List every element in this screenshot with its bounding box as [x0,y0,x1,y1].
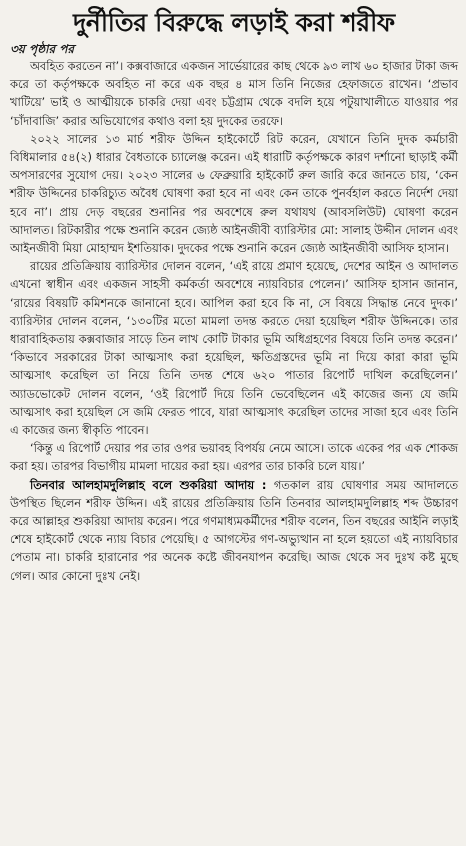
paragraph-5 [10,476,458,585]
headline: দুর্নীতির বিরুদ্ধে লড়াই করা শরীফ [73,8,395,37]
paragraph-3: রায়ের প্রতিক্রিয়ায় ব্যারিস্টার দোলন বলেন, ‘এই রায়ে প্রমাণ হয়েছে, দেশের আইন ও আদালত এখনো স্বাধীন এবং একজন সাহসী কর্মকর্তা অবশেষে ন্যায়বিচার পেলেন।’ আসিফ হাসান জানান, ‘রায়ের বিষয়টি কমিশনকে জানানো হবে। আপিল করা হবে কি না, সে বিষয়ে সিদ্ধান্ত নেবে দুদক।’ ব্যারিস্টার দোলন বলেন, ‘১৩০টির মতো মামলা তদন্ত করতে দেয়া হয়েছিল শরীফ উদ্দিনকে। তার ধারাবাহিকতায় কক্সবাজার সাড়ে তিন লাখ কোটি টাকার ভূমি অধিগ্রহণের বিষয়ে তিনি তদন্ত করেন।’ ‘কিভাবে সরকারের টাকা আত্মসাৎ করা হয়েছিল, ক্ষতিগ্রস্তদের ভূমি না দিয়ে কারা কারা ভূমি আত্মসাৎ করেছিল তা নিয়ে তিনি তদন্ত শেষে ৬২০ পাতার রিপোর্ট দাখিল করেছিলেন।’ অ্যাডভোকেট দোলন বলেন, ‘ওই রিপোর্ট দিয়ে তিনি ভেবেছিলেন এই কাজের জন্য যে জমি আত্মসাৎ করা হয়েছিল সে জমি ফেরত পাবে, যারা আত্মসাৎ করেছিল তাদের সাজা হবে এবং তিনি এ কাজের জন্য স্বীকৃতি পাবেন। [10,259,458,438]
continuation-label: ৩য় পৃষ্ঠার পর [10,42,75,56]
article-body [10,57,458,585]
paragraph-4: ‘কিন্তু এ রিপোর্ট দেয়ার পর তার ওপর ভয়াবহ বিপর্যয় নেমে আসে। তাকে একের পর এক শোকজ করা হয়। তারপর বিভাগীয় মামলা দায়ের করা হয়। এরপর তার চাকরি চলে যায়।’ [10,441,458,474]
section-subhead: তিনবার আলহামদুলিল্লাহ বলে শুকরিয়া আদায় : [30,477,267,492]
paragraph-1: অবহিত করতেন না’। কক্সবাজারে একজন সার্ভেয়ারের কাছ থেকে ৯৩ লাখ ৬০ হাজার টাকা জব্দ করে তা কর্তৃপক্ষকে অবহিত না করে এক বছর ৪ মাস তিনি নিজের হেফাজতে রাখেন। ‘প্রভাব খাটিয়ে’ ভাই ও আত্মীয়কে চাকরি দেয়া এবং চট্টগ্রাম থেকে বদলি হয়ে পটুয়াখালীতে যাওয়ার পর ‘চাঁদাবাজি’ করার অভিযোগের কথাও বলা হয় দুদকের তরফে। [10,59,458,128]
paragraph-2: ২০২২ সালের ১৩ মার্চ শরীফ উদ্দিন হাইকোর্টে রিট করেন, যেখানে তিনি দুদক কর্মচারী বিধিমালার ৫৪(২) ধারার বৈধতাকে চ্যালেঞ্জ করেন। এই ধারাটি কর্তৃপক্ষকে কারণ দর্শানো ছাড়াই কর্মী অপসারণের সুযোগ দেয়। ২০২৩ সালের ৬ ফেব্রুয়ারি হাইকোর্ট রুল জারি করে জানতে চায়, ‘কেন শরীফ উদ্দিনের চাকরিচ্যুত অবৈধ ঘোষণা করা হবে না এবং কেন তাকে পুনর্বহাল করতে নির্দেশ দেয়া হবে না’। প্রায় দেড় বছরের শুনানির পর অবশেষে রুল যথাযথ (আবসলিউট) ঘোষণা করেন আদালত। রিটকারীর পক্ষে শুনানি করেন জ্যেষ্ঠ আইনজীবী ব্যারিস্টার মো: সালাহ উদ্দীন দোলন এবং আইনজীবী মিয়া মোহাম্মদ ইশতিয়াক। দুদকের পক্ষে শুনানি করেন জ্যেষ্ঠ আইনজীবী আসিফ হাসান। [10,131,458,256]
closing-text: গতকাল রায় ঘোষণার সময় আদালতে উপস্থিত ছিলেন শরীফ উদ্দিন। এই রায়ের প্রতিক্রিয়ায় তিনি তিনবার আলহামদুলিল্লাহ শব্দ উচ্চারণ করে আল্লাহর শুকরিয়া আদায় করেন। পরে গণমাধ্যমকর্মীদের শরীফ বলেন, তিন বছরের আইনি লড়াই শেষে হাইকোর্ট থেকে ন্যায় বিচার পেয়েছি। ৫ আগস্টের গণ-অভ্যুত্থান না হলে হয়তো এই ন্যায়বিচার পেতাম না। চাকরি হারানোর পর অনেক কষ্টে জীবনযাপন করেছি। আজ থেকে সব দুঃখ কষ্ট মুছে গেল। আর কোনো দুঃখ নেই। [10,477,458,583]
